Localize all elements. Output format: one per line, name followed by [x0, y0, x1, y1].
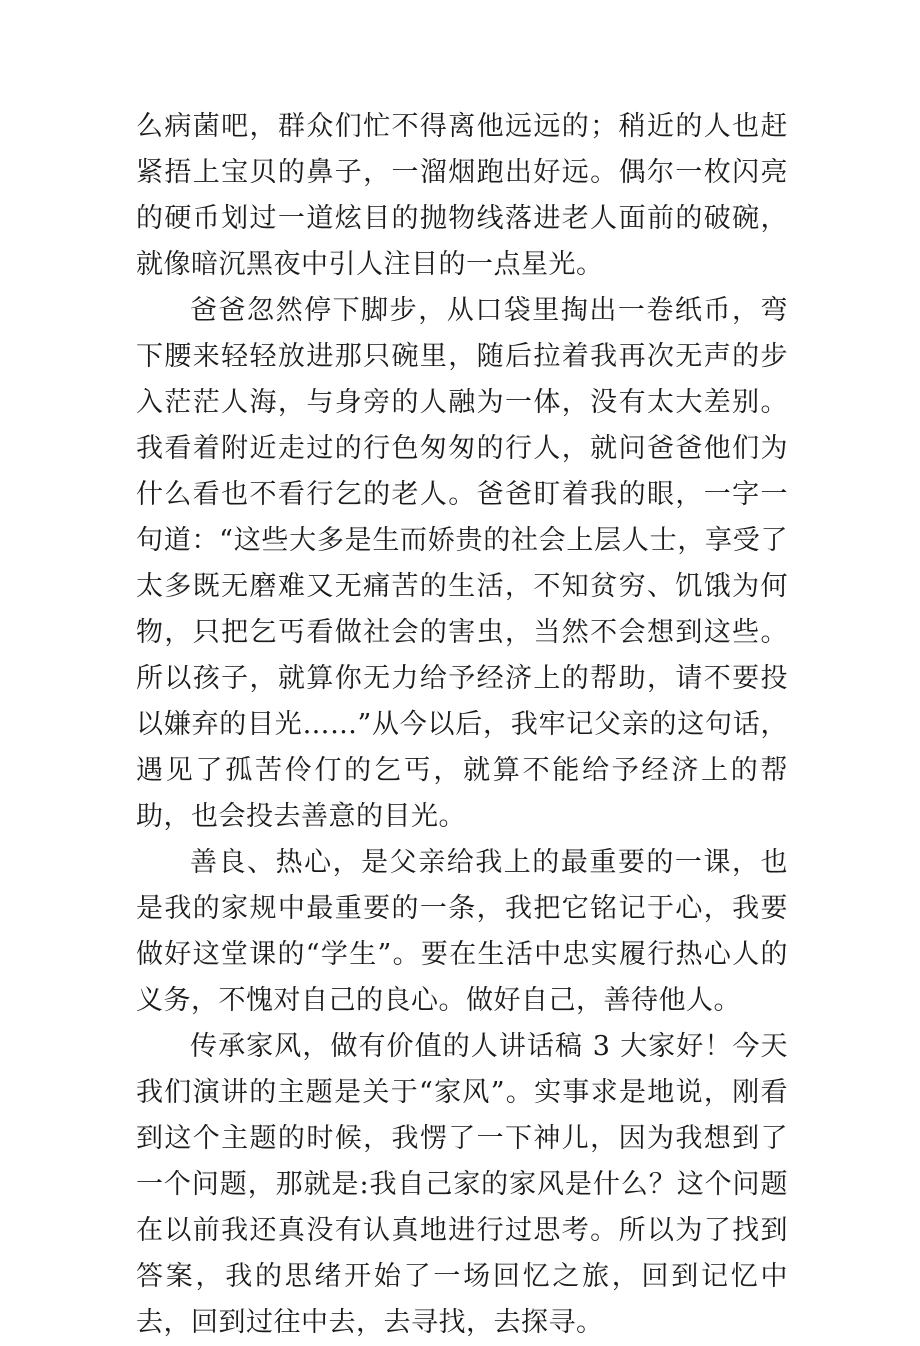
paragraph-4: 传承家风，做有价值的人讲话稿 3 大家好！今天我们演讲的主题是关于“家风”。实事求是地说，刚看到这个主题的时候，我愣了一下神儿，因为我想到了一个问题，那就是:我自己家的家风是什么？这个问题在以前我还真没有认真地进行过思考。所以为了找到答案，我的思绪开始了一场回忆之旅，回到记忆中去，回到过往中去，去寻找，去探寻。 — [136, 1031, 788, 1338]
paragraph-2: 爸爸忽然停下脚步，从口袋里掏出一卷纸币，弯下腰来轻轻放进那只碗里，随后拉着我再次无声的步入茫茫人海，与身旁的人融为一体，没有太大差别。我看着附近走过的行色匆匆的行人，就问爸爸他们为什么看也不看行乞的老人。爸爸盯着我的眼，一字一句道：“这些大多是生而娇贵的社会上层人士，享受了太多既无磨难又无痛苦的生活，不知贫穷、饥饿为何物，只把乞丐看做社会的害虫，当然不会想到这些。所以孩子，就算你无力给予经济上的帮助，请不要投以嫌弃的目光……”从今以后，我牢记父亲的这句话，遇见了孤苦伶仃的乞丐，就算不能给予经济上的帮助，也会投去善意的目光。 — [136, 295, 788, 832]
paragraph-3: 善良、热心，是父亲给我上的最重要的一课，也是我的家规中最重要的一条，我把它铭记于心，我要做好这堂课的“学生”。要在生活中忠实履行热心人的义务，不愧对自己的良心。做好自己，善待他人。 — [136, 847, 788, 1016]
body-text — [136, 104, 788, 1346]
paragraph-1: 么病菌吧，群众们忙不得离他远远的；稍近的人也赶紧捂上宝贝的鼻子，一溜烟跑出好远。偶尔一枚闪亮的硬币划过一道炫目的抛物线落进老人面前的破碗，就像暗沉黑夜中引人注目的一点星光。 — [136, 111, 788, 280]
